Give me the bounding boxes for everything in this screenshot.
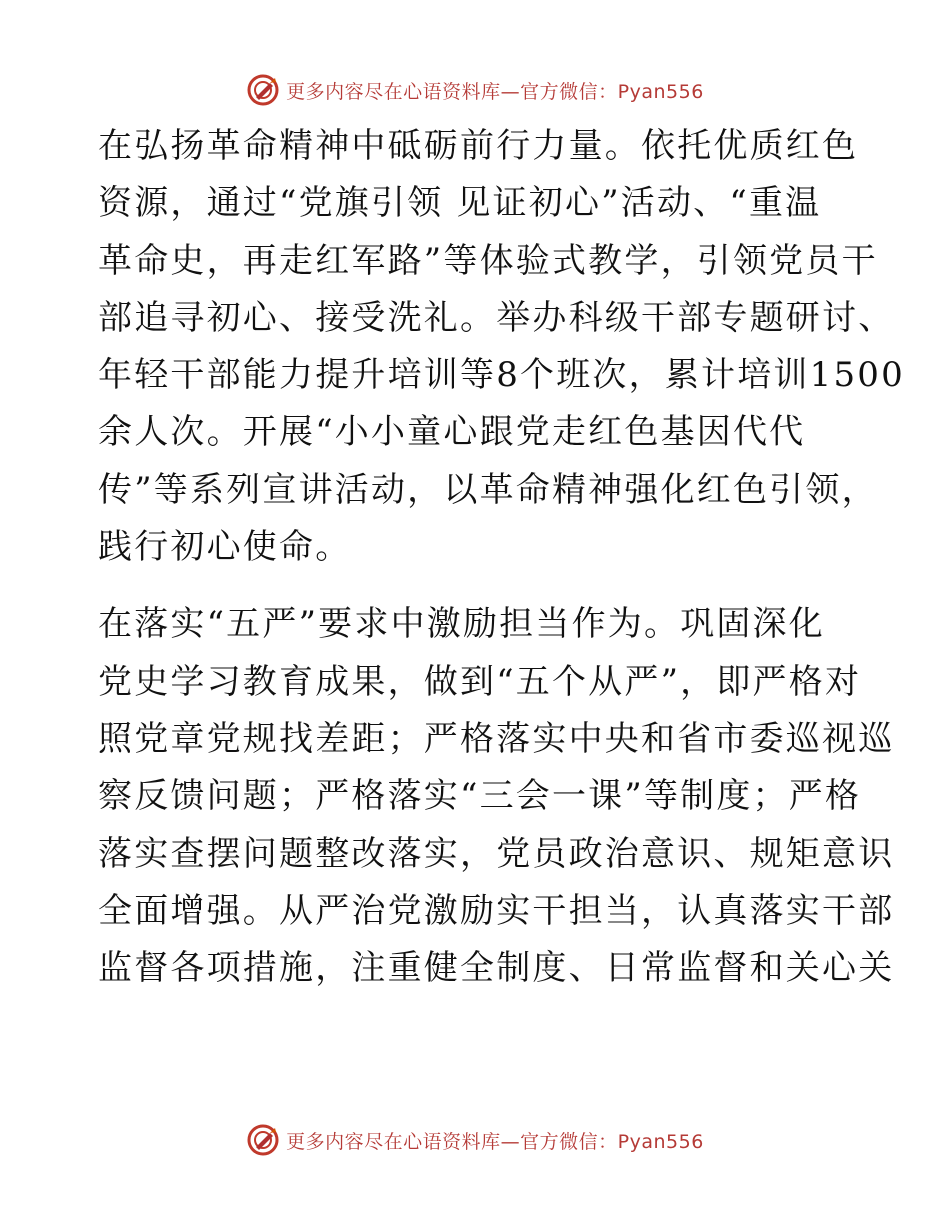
text-line: 践行初心使命。 — [98, 527, 352, 568]
text-line: 资源，通过“党旗引领 见证初心”活动、“重温 — [98, 183, 822, 224]
paragraph-1 — [98, 118, 905, 576]
document-body — [98, 118, 905, 997]
watermark-text: 更多内容尽在心语资料库—官方微信：Pyan556 — [286, 1130, 704, 1153]
text-line: 在弘扬革命精神中砥砺前行力量。依托优质红色 — [98, 126, 859, 166]
text-line: 落实查摆问题整改落实，党员政治意识、规矩意识 — [98, 833, 895, 874]
watermark-text: 更多内容尽在心语资料库—官方微信：Pyan556 — [286, 80, 704, 103]
text-line: 察反馈问题；严格落实“三会一课”等制度；严格 — [98, 776, 862, 817]
text-line: 传”等系列宣讲活动，以革命精神强化红色引领， — [98, 469, 878, 510]
text-line: 部追寻初心、接受洗礼。举办科级干部专题研讨、 — [98, 297, 895, 338]
text-line: 党史学习教育成果，做到“五个从严”，即严格对 — [98, 661, 862, 702]
watermark-logo-icon — [246, 73, 280, 107]
watermark-logo-icon — [246, 1123, 280, 1157]
text-line: 在落实“五严”要求中激励担当作为。巩固深化 — [98, 604, 825, 645]
text-line: 照党章党规找差距；严格落实中央和省市委巡视巡 — [98, 718, 895, 759]
paragraph-2 — [98, 596, 895, 997]
footer-watermark-banner — [0, 1120, 950, 1160]
text-line: 全面增强。从严治党激励实干担当，认真落实干部 — [98, 890, 895, 931]
text-line: 年轻干部能力提升培训等8个班次，累计培训1500 — [98, 355, 905, 396]
header-watermark-banner — [0, 70, 950, 110]
text-line: 余人次。开展“小小童心跟党走红色基因代代 — [98, 412, 806, 453]
text-line: 革命史，再走红军路”等体验式教学，引领党员干 — [98, 240, 878, 281]
text-line: 监督各项措施，注重健全制度、日常监督和关心关 — [98, 948, 895, 989]
